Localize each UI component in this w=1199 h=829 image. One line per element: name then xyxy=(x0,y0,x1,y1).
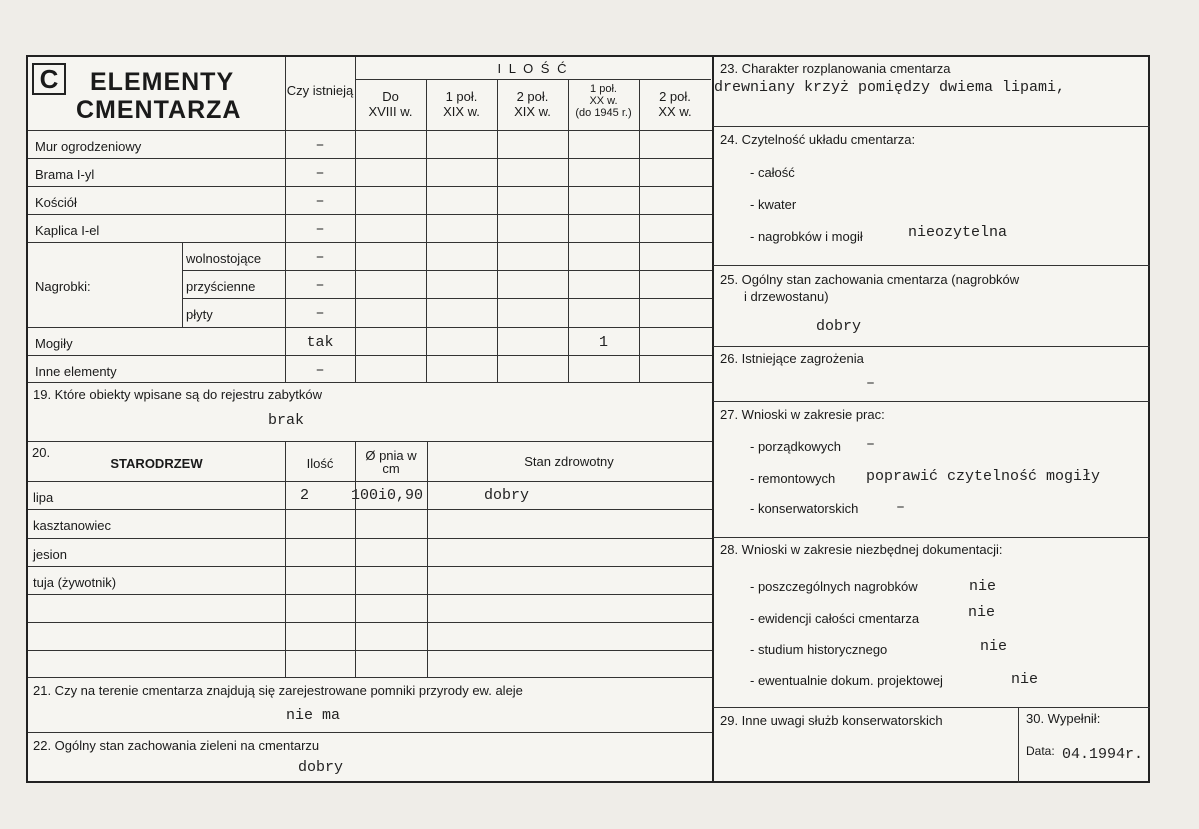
q20-col-ilosc: Ilość xyxy=(306,456,334,471)
grid-line xyxy=(713,265,1150,266)
grid-line xyxy=(182,242,183,327)
element-label: Mogiły xyxy=(35,336,73,351)
tree-name: tuja (żywotnik) xyxy=(33,575,117,590)
grid-line xyxy=(28,538,712,539)
q28-item: - poszczególnych nagrobków xyxy=(750,579,918,594)
ilosc-header: I L O Ś Ć xyxy=(497,61,569,76)
element-label: Inne elementy xyxy=(35,364,117,379)
period-header-5: 2 poł. XX w. xyxy=(658,89,692,119)
grid-line xyxy=(28,509,712,510)
grid-line xyxy=(713,707,1150,708)
q22-label: 22. Ogólny stan zachowania zieleni na cmentarzu xyxy=(33,738,320,753)
grid-line xyxy=(639,79,640,382)
q24-item: - całość xyxy=(750,165,795,180)
tree-qty: 2 xyxy=(300,487,310,504)
q24-label: 24. Czytelność układu cmentarza: xyxy=(720,132,916,147)
q30-label: 30. Wypełnił: xyxy=(1026,711,1101,726)
q25-answer: dobry xyxy=(816,318,862,335)
q25-label: 25. Ogólny stan zachowania cmentarza (nagrobków xyxy=(720,272,1020,287)
grid-line xyxy=(28,622,712,623)
q27-answer: – xyxy=(896,499,906,516)
grid-line xyxy=(713,401,1150,402)
period-header-1: Do XVIII w. xyxy=(368,89,413,119)
grid-line xyxy=(28,158,712,159)
grid-line xyxy=(355,441,356,677)
q19-answer: brak xyxy=(268,412,305,429)
q27-label: 27. Wnioski w zakresie prac: xyxy=(720,407,885,422)
q20-col-pnia: Ø pnia w cm xyxy=(365,448,417,476)
tree-health: dobry xyxy=(484,487,530,504)
q28-item: - studium historycznego xyxy=(750,642,888,657)
q19-label: 19. Które obiekty wpisane są do rejestru zabytków xyxy=(33,387,323,402)
q22-answer: dobry xyxy=(298,759,344,776)
nagrobki-label: Nagrobki: xyxy=(35,279,91,294)
period-header-2: 1 poł. XIX w. xyxy=(443,89,480,119)
element-label: wolnostojące xyxy=(186,251,262,266)
grid-line xyxy=(28,481,712,482)
tree-name: lipa xyxy=(33,490,54,505)
tree-name: kasztanowiec xyxy=(33,518,112,533)
grid-line xyxy=(355,79,711,80)
period-header-3: 2 poł. XIX w. xyxy=(514,89,551,119)
q26-answer: – xyxy=(866,375,876,392)
q27-answer: poprawić czytelność mogiły xyxy=(866,468,1101,485)
q27-answer: – xyxy=(866,436,876,453)
exists-value: tak xyxy=(306,334,334,351)
grid-line xyxy=(568,79,569,382)
q30-date-label: Data: xyxy=(1026,744,1055,758)
grid-line xyxy=(28,327,712,328)
grid-line xyxy=(28,594,712,595)
element-label: Mur ogrodzeniowy xyxy=(35,139,142,154)
q20-title: STARODRZEW xyxy=(110,456,203,471)
element-label: Brama I-yl xyxy=(35,167,95,182)
q24-item: - kwater xyxy=(750,197,797,212)
element-label: Kościół xyxy=(35,195,77,210)
title-line2: CMENTARZA xyxy=(76,96,242,124)
exists-value: – xyxy=(315,193,325,210)
q27-item: - konserwatorskich xyxy=(750,501,859,516)
grid-line xyxy=(28,355,712,356)
q29-label: 29. Inne uwagi służb konserwatorskich xyxy=(720,713,943,728)
grid-line xyxy=(285,441,286,677)
exists-value: – xyxy=(315,165,325,182)
grid-line xyxy=(28,441,712,442)
q28-item: - ewidencji całości cmentarza xyxy=(750,611,920,626)
grid-line xyxy=(713,346,1150,347)
grid-line xyxy=(426,79,427,382)
element-label: płyty xyxy=(186,307,213,322)
grid-line xyxy=(497,79,498,382)
q28-answer: nie xyxy=(968,604,996,621)
cemetery-elements-form xyxy=(26,55,1150,783)
q28-answer: nie xyxy=(969,578,997,595)
grid-line xyxy=(713,537,1150,538)
q21-answer: nie ma xyxy=(286,707,341,724)
q27-item: - porządkowych xyxy=(750,439,842,454)
section-letter-box: C xyxy=(32,63,66,95)
exists-value: – xyxy=(315,362,325,379)
exists-value: – xyxy=(315,137,325,154)
q26-label: 26. Istniejące zagrożenia xyxy=(720,351,864,366)
grid-line xyxy=(28,130,712,131)
czy-istnieja-header: Czy istnieją xyxy=(286,83,354,98)
q30-date-value: 04.1994r. xyxy=(1062,746,1144,763)
grid-line xyxy=(182,298,712,299)
panel-divider xyxy=(712,57,714,783)
q28-answer: nie xyxy=(1011,671,1039,688)
tree-diameter: 100i0,90 xyxy=(351,487,424,504)
grid-line xyxy=(28,382,712,383)
grid-line xyxy=(285,57,286,382)
grid-line xyxy=(355,57,356,382)
q21-label: 21. Czy na terenie cmentarza znajdują się zarejestrowane pomniki przyrody ew. aleje xyxy=(33,683,523,698)
q24-item: - nagrobków i mogił xyxy=(750,229,863,244)
grid-line xyxy=(713,126,1150,127)
grid-line xyxy=(28,214,712,215)
tree-name: jesion xyxy=(33,547,67,562)
q20-number: 20. xyxy=(32,445,51,460)
grid-line xyxy=(28,242,712,243)
q28-item: - ewentualnie dokum. projektowej xyxy=(750,673,943,688)
exists-value: – xyxy=(315,249,325,266)
period-header-4: 1 poł. XX w. (do 1945 r.) xyxy=(575,83,632,119)
grid-line xyxy=(28,732,712,733)
grid-line xyxy=(28,677,712,678)
q25-label-cont: i drzewostanu) xyxy=(744,289,829,304)
exists-value: – xyxy=(315,221,325,238)
title-line1: ELEMENTY xyxy=(90,68,235,96)
grid-line xyxy=(28,566,712,567)
grid-line xyxy=(28,650,712,651)
quantity-value: 1 xyxy=(598,334,608,351)
exists-value: – xyxy=(315,305,325,322)
q28-label: 28. Wnioski w zakresie niezbędnej dokumentacji: xyxy=(720,542,1003,557)
q23-answer: drewniany krzyż pomiędzy dwiema lipami, xyxy=(714,79,1066,96)
q23-label: 23. Charakter rozplanowania cmentarza xyxy=(720,61,951,76)
q27-item: - remontowych xyxy=(750,471,836,486)
q24-answer: nieozytelna xyxy=(908,224,1008,241)
q20-col-stan: Stan zdrowotny xyxy=(524,454,614,469)
element-label: Kaplica I-el xyxy=(35,223,100,238)
q28-answer: nie xyxy=(980,638,1008,655)
grid-line xyxy=(427,441,428,677)
grid-line xyxy=(28,186,712,187)
exists-value: – xyxy=(315,277,325,294)
grid-line xyxy=(1018,707,1019,783)
grid-line xyxy=(182,270,712,271)
element-label: przyścienne xyxy=(186,279,256,294)
